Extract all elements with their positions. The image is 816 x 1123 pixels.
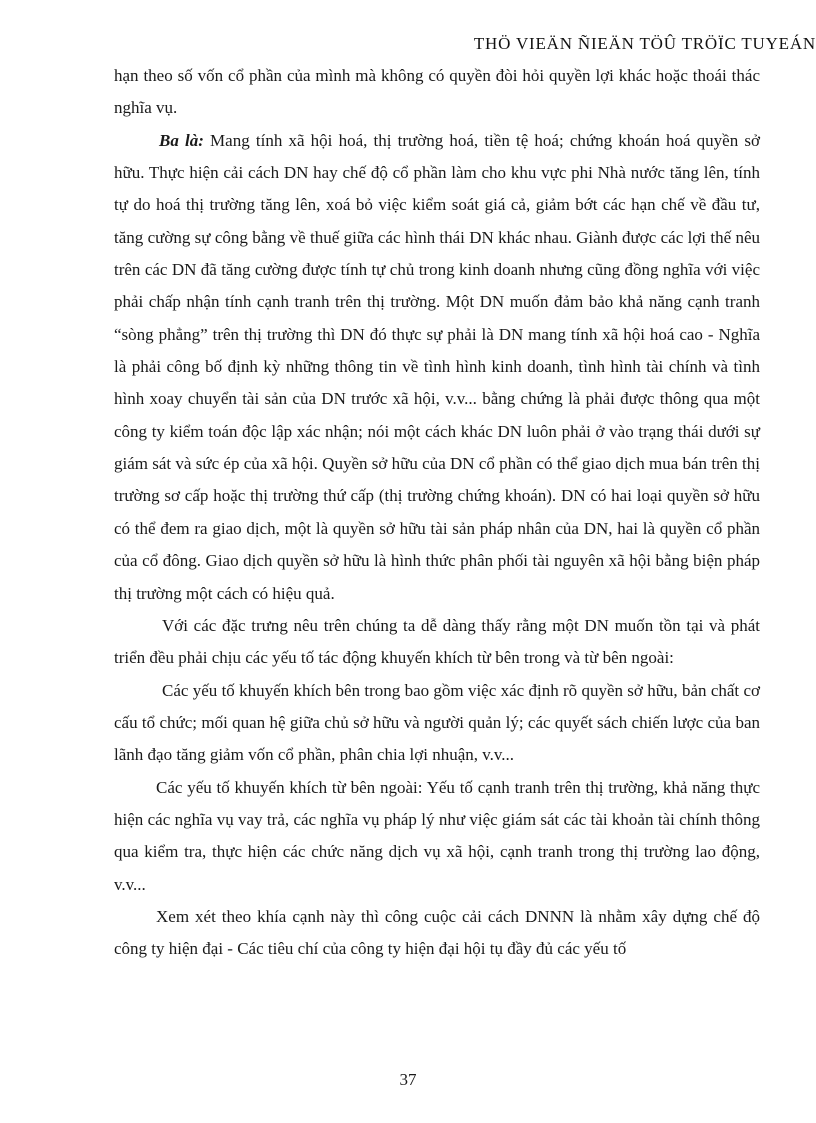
paragraph-3: Với các đặc trưng nêu trên chúng ta dễ dàng thấy rằng một DN muốn tồn tại và phát triển đều phải chịu các yếu tố tác động khuyến khích từ bên trong và từ bên ngoài:: [114, 615, 760, 668]
paragraph-6: Xem xét theo khía cạnh này thì công cuộc cải cách DNNN là nhằm xây dựng chế độ công ty hiện đại - Các tiêu chí của công ty hiện đại hội tụ đầy đủ các yếu tố: [114, 906, 760, 959]
document-body: [114, 60, 760, 966]
paragraph-5: Các yếu tố khuyến khích từ bên ngoài: Yếu tố cạnh tranh trên thị trường, khả năng thực hiện các nghĩa vụ vay trả, các nghĩa vụ pháp lý như việc giám sát các tài khoản tài chính thông qua kiểm tra, thực hiện các chức năng dịch vụ xã hội, cạnh tranh trong thị trường lao động, v.v...: [114, 777, 760, 894]
paragraph-2: [114, 125, 760, 610]
paragraph-2-text: Mang tính xã hội hoá, thị trường hoá, tiền tệ hoá; chứng khoán hoá quyền sở hữu. Thực hiện cải cách DN hay chế độ cổ phần làm cho khu vực phi Nhà nước tăng lên, tính tự do hoá thị trường tăng lên, xoá bỏ việc kiểm soát giá cả, giảm bớt các hạn chế về đầu tư, tăng cường sự công bằng về thuế giữa các hình thái DN khác nhau. Giành được các lợi thế nêu trên các DN đã tăng cường được tính tự chủ trong kinh doanh nhưng cũng đồng nghĩa với việc phải chấp nhận tính cạnh tranh trên thị trường. Một DN muốn đảm bảo khả năng cạnh tranh “sòng phẳng” trên thị trường thì DN đó thực sự phải là DN mang tính xã hội hoá cao - Nghĩa là phải công bố định kỳ những thông tin về tình hình kinh doanh, tình hình tài chính và tình hình xoay chuyển tài sản của DN trước xã hội, v.v... bằng chứng là phải được thông qua một công ty kiểm toán độc lập xác nhận; nói một cách khác DN luôn phải ở vào trạng thái dưới sự giám sát và sức ép của xã hội. Quyền sở hữu của DN cổ phần có thể giao dịch mua bán trên thị trường sơ cấp hoặc thị trường thứ cấp (thị trường chứng khoán). DN có hai loại quyền sở hữu có thể đem ra giao dịch, một là quyền sở hữu tài sản pháp nhân của DN, hai là quyền cổ phần của cổ đông. Giao dịch quyền sở hữu là hình thức phân phối tài nguyên xã hội bằng biện pháp thị trường một cách có hiệu quả.: [114, 130, 760, 603]
page-header: THÖ VIEÄN ÑIEÄN TÖÛ TRÖÏC TUYEÁN: [473, 34, 816, 53]
paragraph-1: hạn theo số vốn cổ phần của mình mà không có quyền đòi hỏi quyền lợi khác hoặc thoái thác nghĩa vụ.: [114, 66, 760, 118]
page-number: 37: [399, 1070, 417, 1089]
paragraph-4: Các yếu tố khuyến khích bên trong bao gồm việc xác định rõ quyền sở hữu, bản chất cơ cấu tổ chức; mối quan hệ giữa chủ sở hữu và người quản lý; các quyết sách chiến lược của ban lãnh đạo tăng giảm vốn cổ phần, phân chia lợi nhuận, v.v...: [114, 680, 760, 765]
paragraph-2-lead: Ba là:: [159, 130, 204, 150]
